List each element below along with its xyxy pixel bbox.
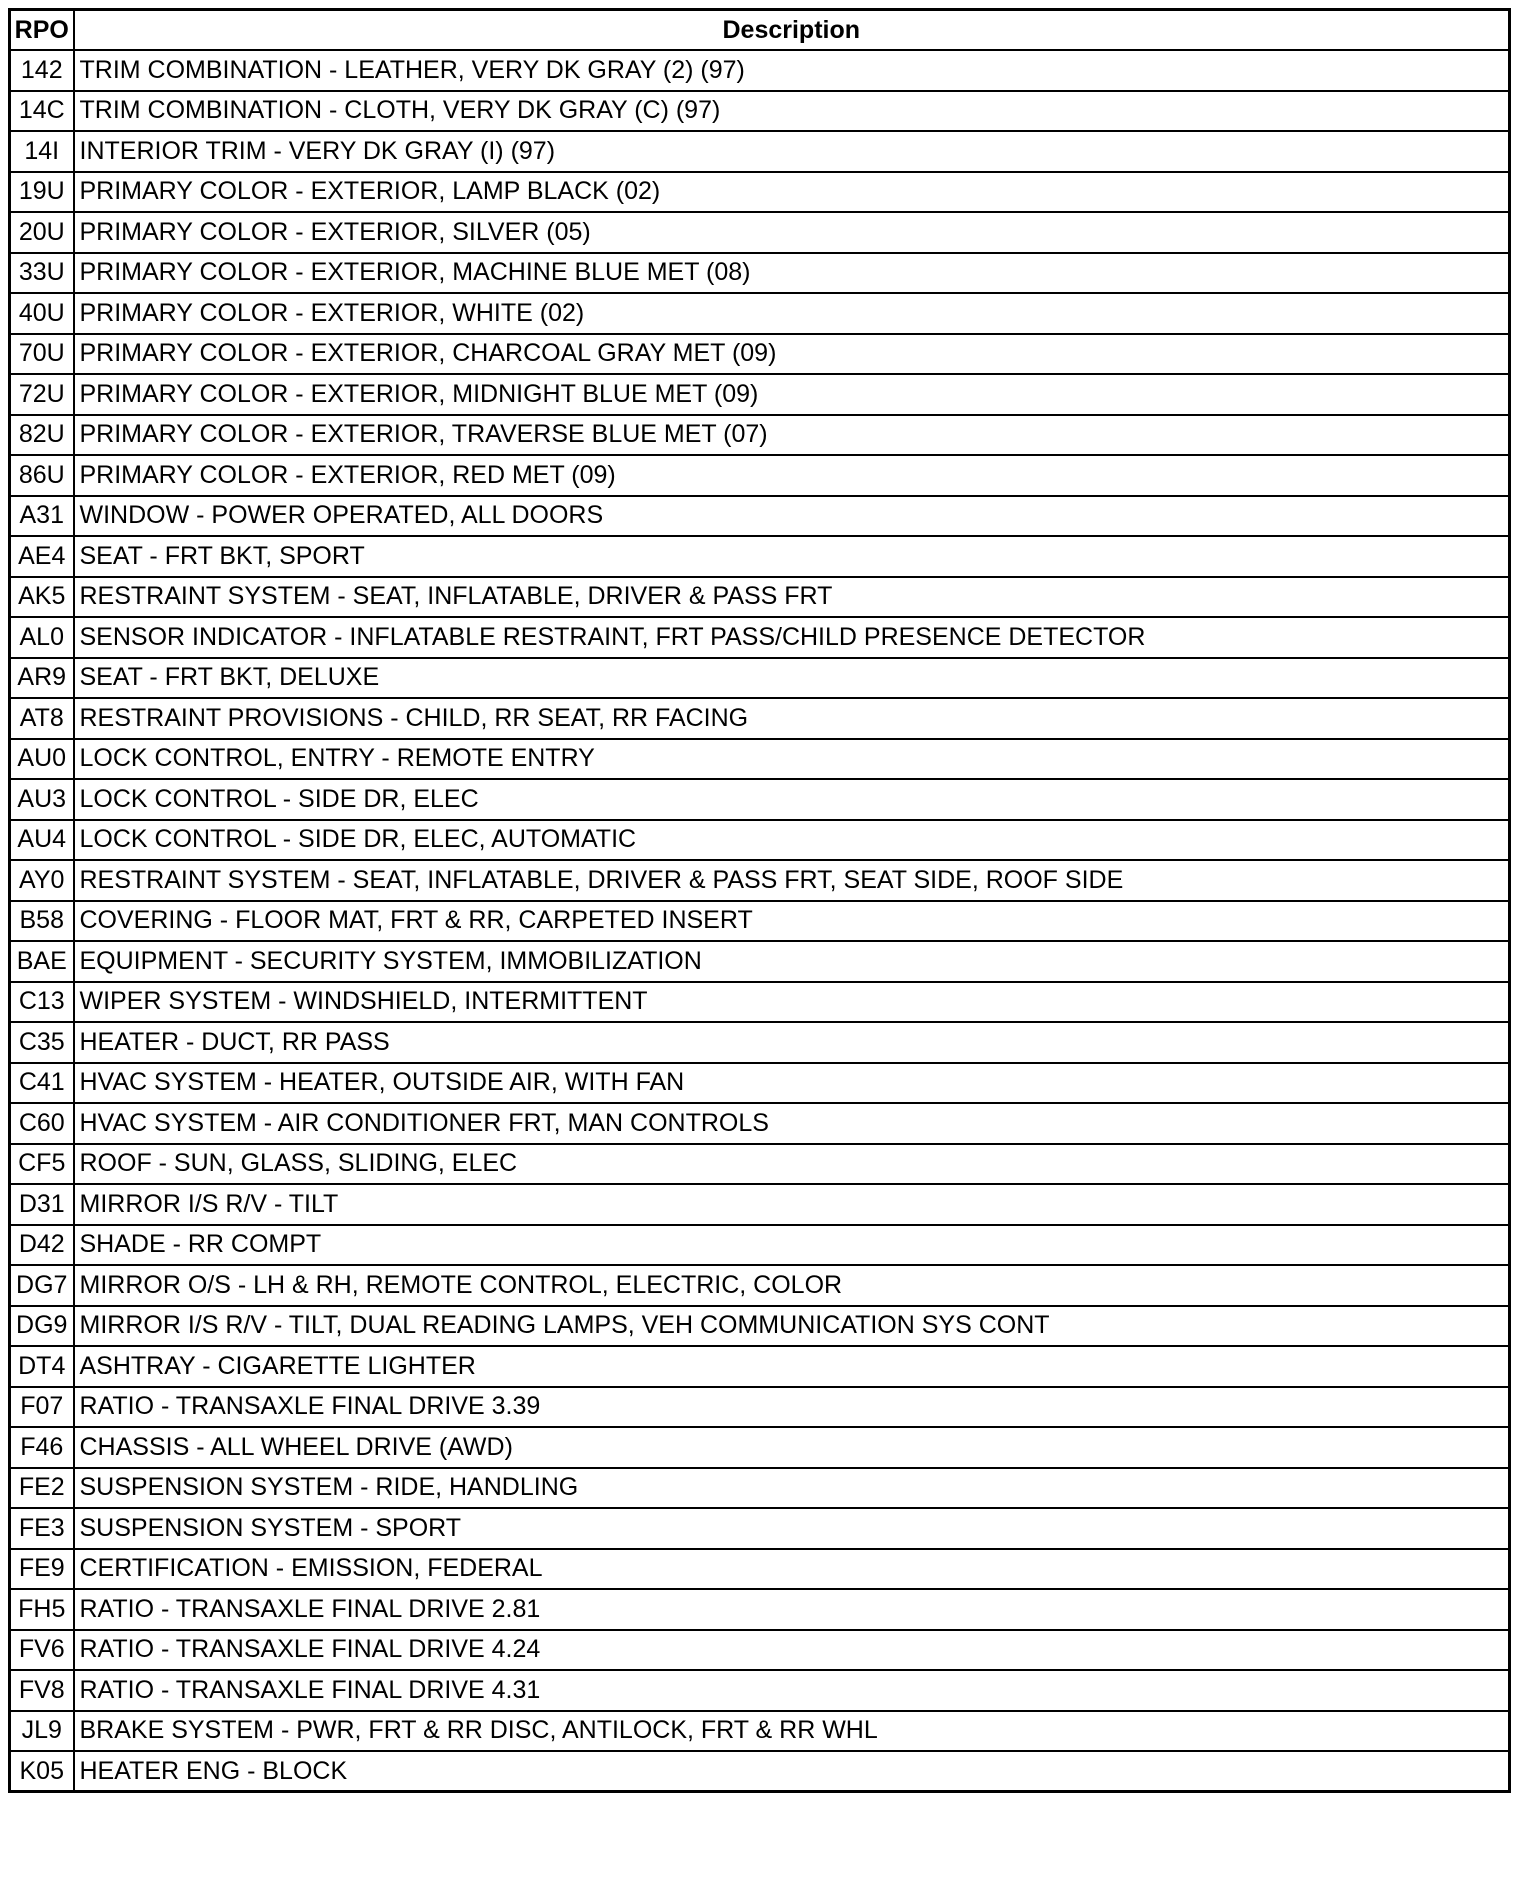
description-cell: CERTIFICATION - EMISSION, FEDERAL: [74, 1549, 1510, 1590]
table-row: [10, 1144, 1510, 1185]
description-cell: HVAC SYSTEM - HEATER, OUTSIDE AIR, WITH FAN: [74, 1063, 1510, 1104]
description-cell: RATIO - TRANSAXLE FINAL DRIVE 4.24: [74, 1630, 1510, 1671]
description-cell: TRIM COMBINATION - LEATHER, VERY DK GRAY (2) (97): [74, 50, 1510, 91]
description-cell: SENSOR INDICATOR - INFLATABLE RESTRAINT, FRT PASS/CHILD PRESENCE DETECTOR: [74, 617, 1510, 658]
table-row: [10, 1225, 1510, 1266]
table-row: [10, 50, 1510, 91]
description-cell: HEATER ENG - BLOCK: [74, 1751, 1510, 1792]
table-row: [10, 1427, 1510, 1468]
description-cell: COVERING - FLOOR MAT, FRT & RR, CARPETED INSERT: [74, 901, 1510, 942]
description-cell: PRIMARY COLOR - EXTERIOR, MIDNIGHT BLUE MET (09): [74, 374, 1510, 415]
table-row: [10, 698, 1510, 739]
rpo-code-cell: C60: [10, 1103, 74, 1144]
table-row: [10, 577, 1510, 618]
description-cell: RESTRAINT PROVISIONS - CHILD, RR SEAT, RR FACING: [74, 698, 1510, 739]
rpo-code-cell: F07: [10, 1387, 74, 1428]
rpo-column-header: RPO: [10, 10, 74, 51]
description-cell: ASHTRAY - CIGARETTE LIGHTER: [74, 1346, 1510, 1387]
description-cell: BRAKE SYSTEM - PWR, FRT & RR DISC, ANTILOCK, FRT & RR WHL: [74, 1711, 1510, 1752]
rpo-code-cell: A31: [10, 496, 74, 537]
table-row: [10, 91, 1510, 132]
rpo-code-cell: FE3: [10, 1508, 74, 1549]
description-cell: PRIMARY COLOR - EXTERIOR, MACHINE BLUE MET (08): [74, 253, 1510, 294]
table-row: [10, 1265, 1510, 1306]
description-cell: ROOF - SUN, GLASS, SLIDING, ELEC: [74, 1144, 1510, 1185]
rpo-code-cell: AT8: [10, 698, 74, 739]
description-cell: INTERIOR TRIM - VERY DK GRAY (I) (97): [74, 131, 1510, 172]
rpo-code-cell: 142: [10, 50, 74, 91]
table-body: [10, 50, 1510, 1792]
rpo-table: [8, 8, 1511, 1793]
table-row: [10, 415, 1510, 456]
rpo-code-cell: F46: [10, 1427, 74, 1468]
description-cell: SUSPENSION SYSTEM - RIDE, HANDLING: [74, 1468, 1510, 1509]
table-row: [10, 1549, 1510, 1590]
table-row: [10, 536, 1510, 577]
description-cell: MIRROR I/S R/V - TILT, DUAL READING LAMPS, VEH COMMUNICATION SYS CONT: [74, 1306, 1510, 1347]
description-cell: LOCK CONTROL - SIDE DR, ELEC, AUTOMATIC: [74, 820, 1510, 861]
rpo-code-cell: C35: [10, 1022, 74, 1063]
rpo-code-cell: 86U: [10, 455, 74, 496]
description-cell: PRIMARY COLOR - EXTERIOR, LAMP BLACK (02): [74, 172, 1510, 213]
table-row: [10, 1589, 1510, 1630]
rpo-code-cell: FE2: [10, 1468, 74, 1509]
rpo-code-cell: C41: [10, 1063, 74, 1104]
rpo-code-cell: D31: [10, 1184, 74, 1225]
rpo-code-cell: DT4: [10, 1346, 74, 1387]
rpo-code-cell: 19U: [10, 172, 74, 213]
description-cell: MIRROR I/S R/V - TILT: [74, 1184, 1510, 1225]
rpo-code-cell: FV6: [10, 1630, 74, 1671]
rpo-code-cell: FV8: [10, 1670, 74, 1711]
table-row: [10, 496, 1510, 537]
table-row: [10, 172, 1510, 213]
table-row: [10, 1346, 1510, 1387]
description-cell: CHASSIS - ALL WHEEL DRIVE (AWD): [74, 1427, 1510, 1468]
rpo-code-cell: JL9: [10, 1711, 74, 1752]
table-row: [10, 1103, 1510, 1144]
table-row: [10, 374, 1510, 415]
description-cell: HEATER - DUCT, RR PASS: [74, 1022, 1510, 1063]
rpo-code-cell: AU4: [10, 820, 74, 861]
rpo-code-cell: 82U: [10, 415, 74, 456]
description-cell: PRIMARY COLOR - EXTERIOR, RED MET (09): [74, 455, 1510, 496]
table-row: [10, 1387, 1510, 1428]
description-cell: HVAC SYSTEM - AIR CONDITIONER FRT, MAN CONTROLS: [74, 1103, 1510, 1144]
table-row: [10, 1022, 1510, 1063]
table-row: [10, 820, 1510, 861]
rpo-code-cell: K05: [10, 1751, 74, 1792]
description-cell: TRIM COMBINATION - CLOTH, VERY DK GRAY (C) (97): [74, 91, 1510, 132]
rpo-code-cell: AL0: [10, 617, 74, 658]
table-row: [10, 455, 1510, 496]
table-row: [10, 253, 1510, 294]
rpo-code-cell: B58: [10, 901, 74, 942]
table-row: [10, 658, 1510, 699]
rpo-code-cell: DG7: [10, 1265, 74, 1306]
description-cell: PRIMARY COLOR - EXTERIOR, SILVER (05): [74, 212, 1510, 253]
table-row: [10, 1711, 1510, 1752]
description-cell: SUSPENSION SYSTEM - SPORT: [74, 1508, 1510, 1549]
table-row: [10, 860, 1510, 901]
table-row: [10, 901, 1510, 942]
rpo-code-cell: AE4: [10, 536, 74, 577]
rpo-code-cell: D42: [10, 1225, 74, 1266]
description-cell: SHADE - RR COMPT: [74, 1225, 1510, 1266]
rpo-code-cell: 14C: [10, 91, 74, 132]
table-row: [10, 1670, 1510, 1711]
rpo-code-cell: AU0: [10, 739, 74, 780]
description-cell: WIPER SYSTEM - WINDSHIELD, INTERMITTENT: [74, 982, 1510, 1023]
rpo-code-cell: FE9: [10, 1549, 74, 1590]
table-row: [10, 941, 1510, 982]
rpo-code-cell: 33U: [10, 253, 74, 294]
rpo-code-cell: 20U: [10, 212, 74, 253]
table-row: [10, 617, 1510, 658]
description-cell: PRIMARY COLOR - EXTERIOR, CHARCOAL GRAY MET (09): [74, 334, 1510, 375]
description-cell: RESTRAINT SYSTEM - SEAT, INFLATABLE, DRIVER & PASS FRT: [74, 577, 1510, 618]
rpo-code-cell: 40U: [10, 293, 74, 334]
description-cell: MIRROR O/S - LH & RH, REMOTE CONTROL, ELECTRIC, COLOR: [74, 1265, 1510, 1306]
table-row: [10, 739, 1510, 780]
description-cell: EQUIPMENT - SECURITY SYSTEM, IMMOBILIZATION: [74, 941, 1510, 982]
description-cell: RESTRAINT SYSTEM - SEAT, INFLATABLE, DRIVER & PASS FRT, SEAT SIDE, ROOF SIDE: [74, 860, 1510, 901]
table-row: [10, 1184, 1510, 1225]
rpo-code-cell: DG9: [10, 1306, 74, 1347]
rpo-code-cell: 70U: [10, 334, 74, 375]
rpo-code-cell: AY0: [10, 860, 74, 901]
rpo-code-cell: CF5: [10, 1144, 74, 1185]
description-cell: RATIO - TRANSAXLE FINAL DRIVE 3.39: [74, 1387, 1510, 1428]
description-cell: PRIMARY COLOR - EXTERIOR, TRAVERSE BLUE MET (07): [74, 415, 1510, 456]
rpo-code-cell: AR9: [10, 658, 74, 699]
table-row: [10, 131, 1510, 172]
rpo-code-cell: FH5: [10, 1589, 74, 1630]
table-row: [10, 1306, 1510, 1347]
table-row: [10, 293, 1510, 334]
description-cell: WINDOW - POWER OPERATED, ALL DOORS: [74, 496, 1510, 537]
rpo-code-cell: BAE: [10, 941, 74, 982]
table-row: [10, 334, 1510, 375]
rpo-code-cell: AK5: [10, 577, 74, 618]
description-cell: SEAT - FRT BKT, DELUXE: [74, 658, 1510, 699]
table-row: [10, 1063, 1510, 1104]
rpo-code-cell: AU3: [10, 779, 74, 820]
description-cell: SEAT - FRT BKT, SPORT: [74, 536, 1510, 577]
description-cell: LOCK CONTROL - SIDE DR, ELEC: [74, 779, 1510, 820]
description-cell: RATIO - TRANSAXLE FINAL DRIVE 4.31: [74, 1670, 1510, 1711]
table-row: [10, 779, 1510, 820]
description-cell: PRIMARY COLOR - EXTERIOR, WHITE (02): [74, 293, 1510, 334]
table-row: [10, 1468, 1510, 1509]
description-cell: LOCK CONTROL, ENTRY - REMOTE ENTRY: [74, 739, 1510, 780]
rpo-code-cell: C13: [10, 982, 74, 1023]
table-row: [10, 212, 1510, 253]
rpo-code-cell: 14I: [10, 131, 74, 172]
header-row: [10, 10, 1510, 51]
table-row: [10, 1751, 1510, 1792]
description-cell: RATIO - TRANSAXLE FINAL DRIVE 2.81: [74, 1589, 1510, 1630]
table-row: [10, 1630, 1510, 1671]
table-row: [10, 982, 1510, 1023]
rpo-code-cell: 72U: [10, 374, 74, 415]
table-row: [10, 1508, 1510, 1549]
description-column-header: Description: [74, 10, 1510, 51]
